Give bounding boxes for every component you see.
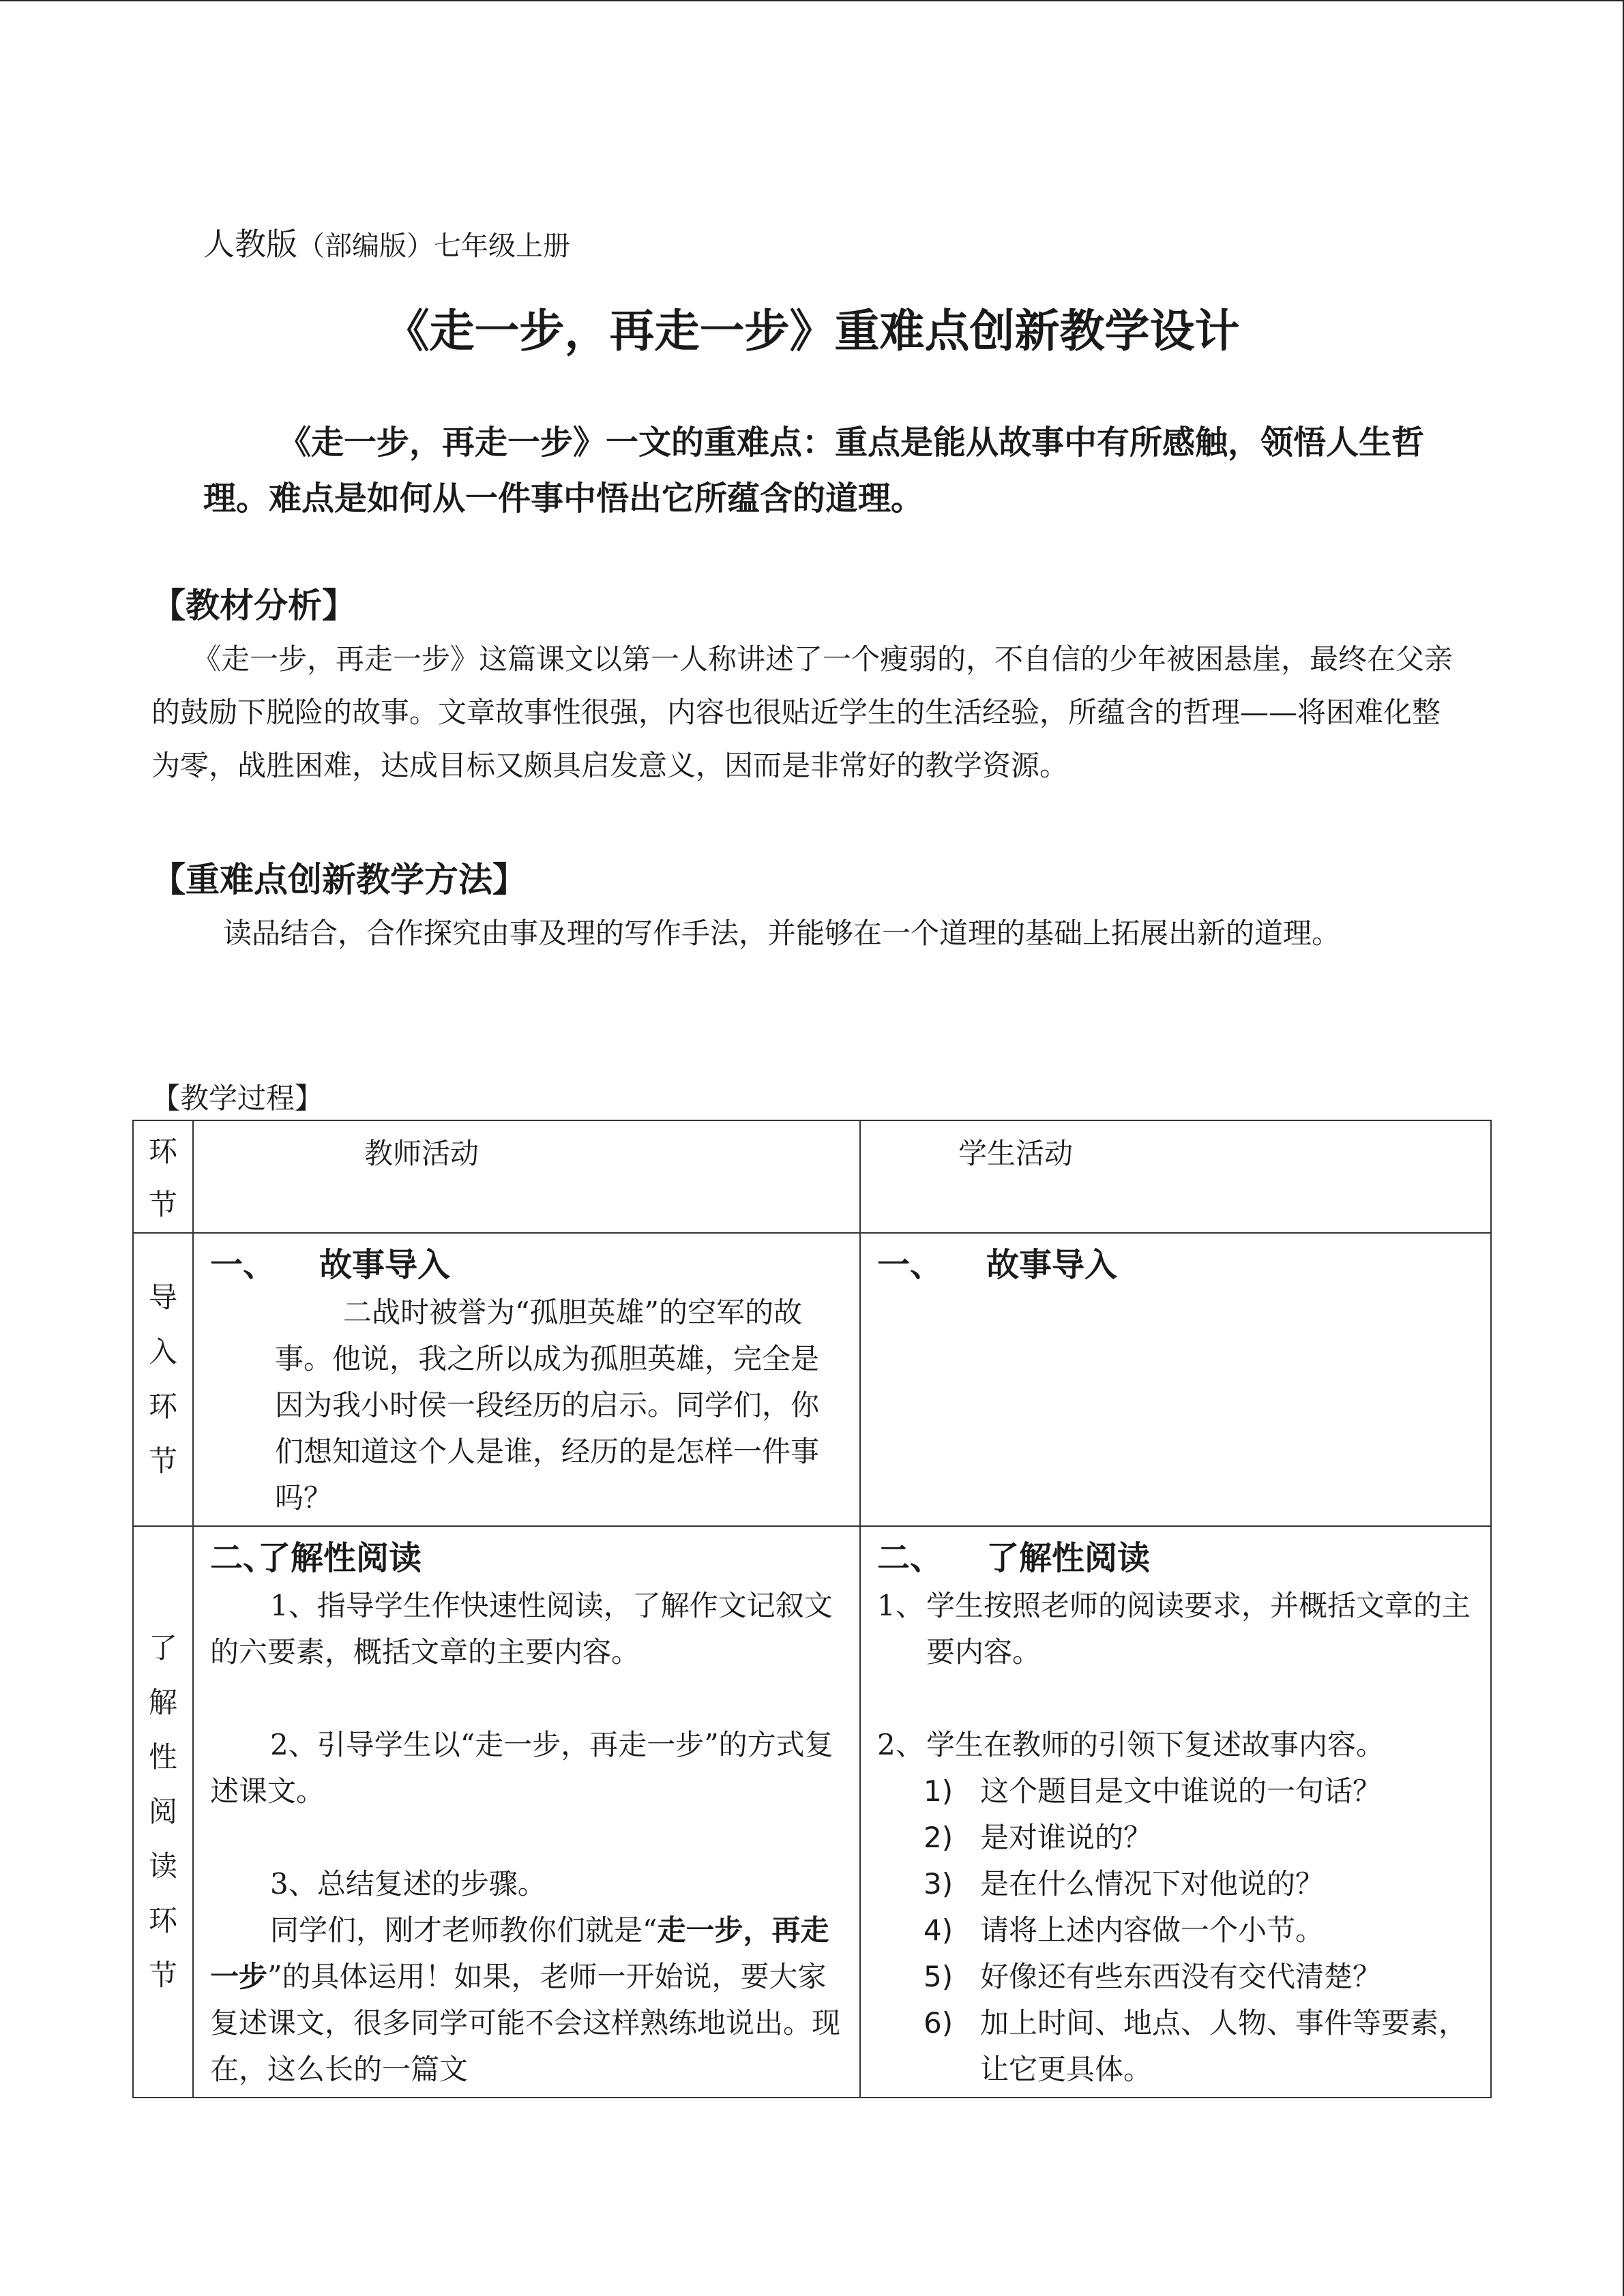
section-number: 二、 — [877, 1539, 943, 1577]
student-reading-cell — [860, 1526, 1491, 2098]
stage-reading-text: 了解性阅读环节 — [148, 1631, 177, 1992]
table-header-row — [133, 1120, 1491, 1233]
student-item-2 — [877, 1722, 1477, 1768]
teacher-step-2: 2、引导学生以“走一步，再走一步”的方式复述课文。 — [210, 1728, 833, 1808]
header-stage-text: 环节 — [148, 1135, 177, 1221]
section-title: 故事导入 — [319, 1246, 451, 1284]
section-number: 二、 — [210, 1539, 276, 1577]
item-number: 2、 — [877, 1728, 924, 1761]
list-item-number: 4) — [924, 1913, 954, 1947]
detail-text-a: 同学们，刚才老师教你们就是“ — [270, 1913, 658, 1947]
method-text: 读品结合，合作探究由事及理的写作手法，并能够在一个道理的基础上拓展出新的道理。 — [223, 916, 1341, 950]
list-item — [924, 1815, 1477, 1861]
publisher: 人教版 — [203, 226, 297, 263]
process-label: 【教学过程】 — [151, 1082, 324, 1115]
list-item-text: 是对谁说的？ — [980, 1821, 1153, 1854]
header-teacher-text: 教师活动 — [364, 1137, 479, 1170]
list-item-number: 1) — [924, 1774, 954, 1808]
student-item-1 — [877, 1583, 1477, 1675]
edition-line — [203, 220, 570, 265]
list-item-number: 5) — [924, 1960, 954, 1993]
header-student — [860, 1120, 1491, 1233]
list-item — [924, 1954, 1477, 2000]
teacher-intro-cell — [193, 1233, 860, 1526]
teacher-intro-text: 二战时被誉为“孤胆英雄”的空军的故事。他说，我之所以成为孤胆英雄，完全是因为我小时侯一段经历的启示。同学们，你们想知道这个人是谁，经历的是怎样一件事吗？ — [275, 1296, 820, 1515]
table-row-reading — [133, 1526, 1491, 2098]
header-teacher — [193, 1120, 860, 1233]
detail-emphasis: 走一步，再走一步 — [210, 1913, 829, 1993]
section-number: 一、 — [877, 1246, 943, 1284]
process-table — [132, 1120, 1492, 2098]
table-row-intro — [133, 1233, 1491, 1526]
list-item — [924, 1768, 1477, 1815]
student-intro-section — [877, 1240, 1477, 1289]
list-item-text: 好像还有些东西没有交代清楚？ — [980, 1960, 1382, 1993]
header-student-text: 学生活动 — [958, 1137, 1074, 1170]
list-item-number: 6) — [924, 2006, 954, 2040]
stage-reading — [133, 1526, 193, 2098]
list-item — [924, 1861, 1477, 1907]
list-item-number: 2) — [924, 1821, 954, 1854]
stage-intro-text: 导入环节 — [148, 1281, 177, 1478]
header-stage — [133, 1120, 193, 1233]
section-number: 一、 — [210, 1246, 276, 1284]
teacher-reading-cell — [193, 1526, 860, 2098]
item-text: 学生按照老师的阅读要求，并概括文章的主要内容。 — [926, 1589, 1471, 1669]
teacher-step-3: 3、总结复述的步骤。 — [270, 1867, 546, 1900]
student-reading-section — [877, 1534, 1477, 1583]
key-points-summary: 《走一步，再走一步》一文的重难点：重点是能从故事中有所感触，领悟人生哲理。难点是如何从一件事中悟出它所蕴含的道理。 — [203, 423, 1425, 518]
section-title: 故事导入 — [986, 1246, 1118, 1284]
document-title: 《走一步，再走一步》重难点创新教学设计 — [384, 305, 1240, 357]
item-number: 1、 — [877, 1589, 924, 1622]
teacher-intro-text-block — [210, 1289, 846, 1521]
list-item-text: 请将上述内容做一个小节。 — [980, 1913, 1325, 1947]
method-heading: 【重难点创新教学方法】 — [151, 860, 527, 899]
analysis-text: 《走一步，再走一步》这篇课文以第一人称讲述了一个瘦弱的，不自信的少年被困悬崖，最终在父亲的鼓励下脱险的故事。文章故事性很强，内容也很贴近学生的生活经验，所蕴含的哲理——将困难化整为零，战胜困难，达成目标又颇具启发意义，因而是非常好的教学资源。 — [151, 642, 1453, 782]
list-item-text: 加上时间、地点、人物、事件等要素，让它更具体。 — [980, 2006, 1468, 2086]
section-title: 了解性阅读 — [986, 1539, 1151, 1577]
detail-text-b: ”的具体运用！如果，老师一开始说，要大家复述课文，很多同学可能不会这样熟练地说出。现在，这么长的一篇文 — [210, 1960, 841, 2086]
teacher-step-3-detail — [210, 1907, 844, 2093]
item-text: 学生在教师的引领下复述故事内容。 — [926, 1728, 1385, 1761]
list-item-text: 这个题目是文中谁说的一句话？ — [980, 1774, 1382, 1808]
teacher-step-1: 1、指导学生作快速性阅读，了解作文记叙文的六要素，概括文章的主要内容。 — [210, 1589, 833, 1669]
list-item-number: 3) — [924, 1867, 954, 1900]
section-title: 了解性阅读 — [258, 1539, 422, 1577]
list-item — [924, 1907, 1477, 1954]
list-item-text: 是在什么情况下对他说的？ — [980, 1867, 1325, 1900]
list-item — [924, 2000, 1477, 2093]
edition: （部编版） — [297, 230, 434, 262]
student-intro-cell — [860, 1233, 1491, 1526]
analysis-heading: 【教材分析】 — [151, 586, 356, 625]
stage-intro — [133, 1233, 193, 1526]
teacher-reading-section — [210, 1534, 844, 1583]
question-list — [877, 1768, 1477, 2093]
grade: 七年级上册 — [434, 230, 570, 262]
teacher-intro-section — [210, 1240, 846, 1289]
